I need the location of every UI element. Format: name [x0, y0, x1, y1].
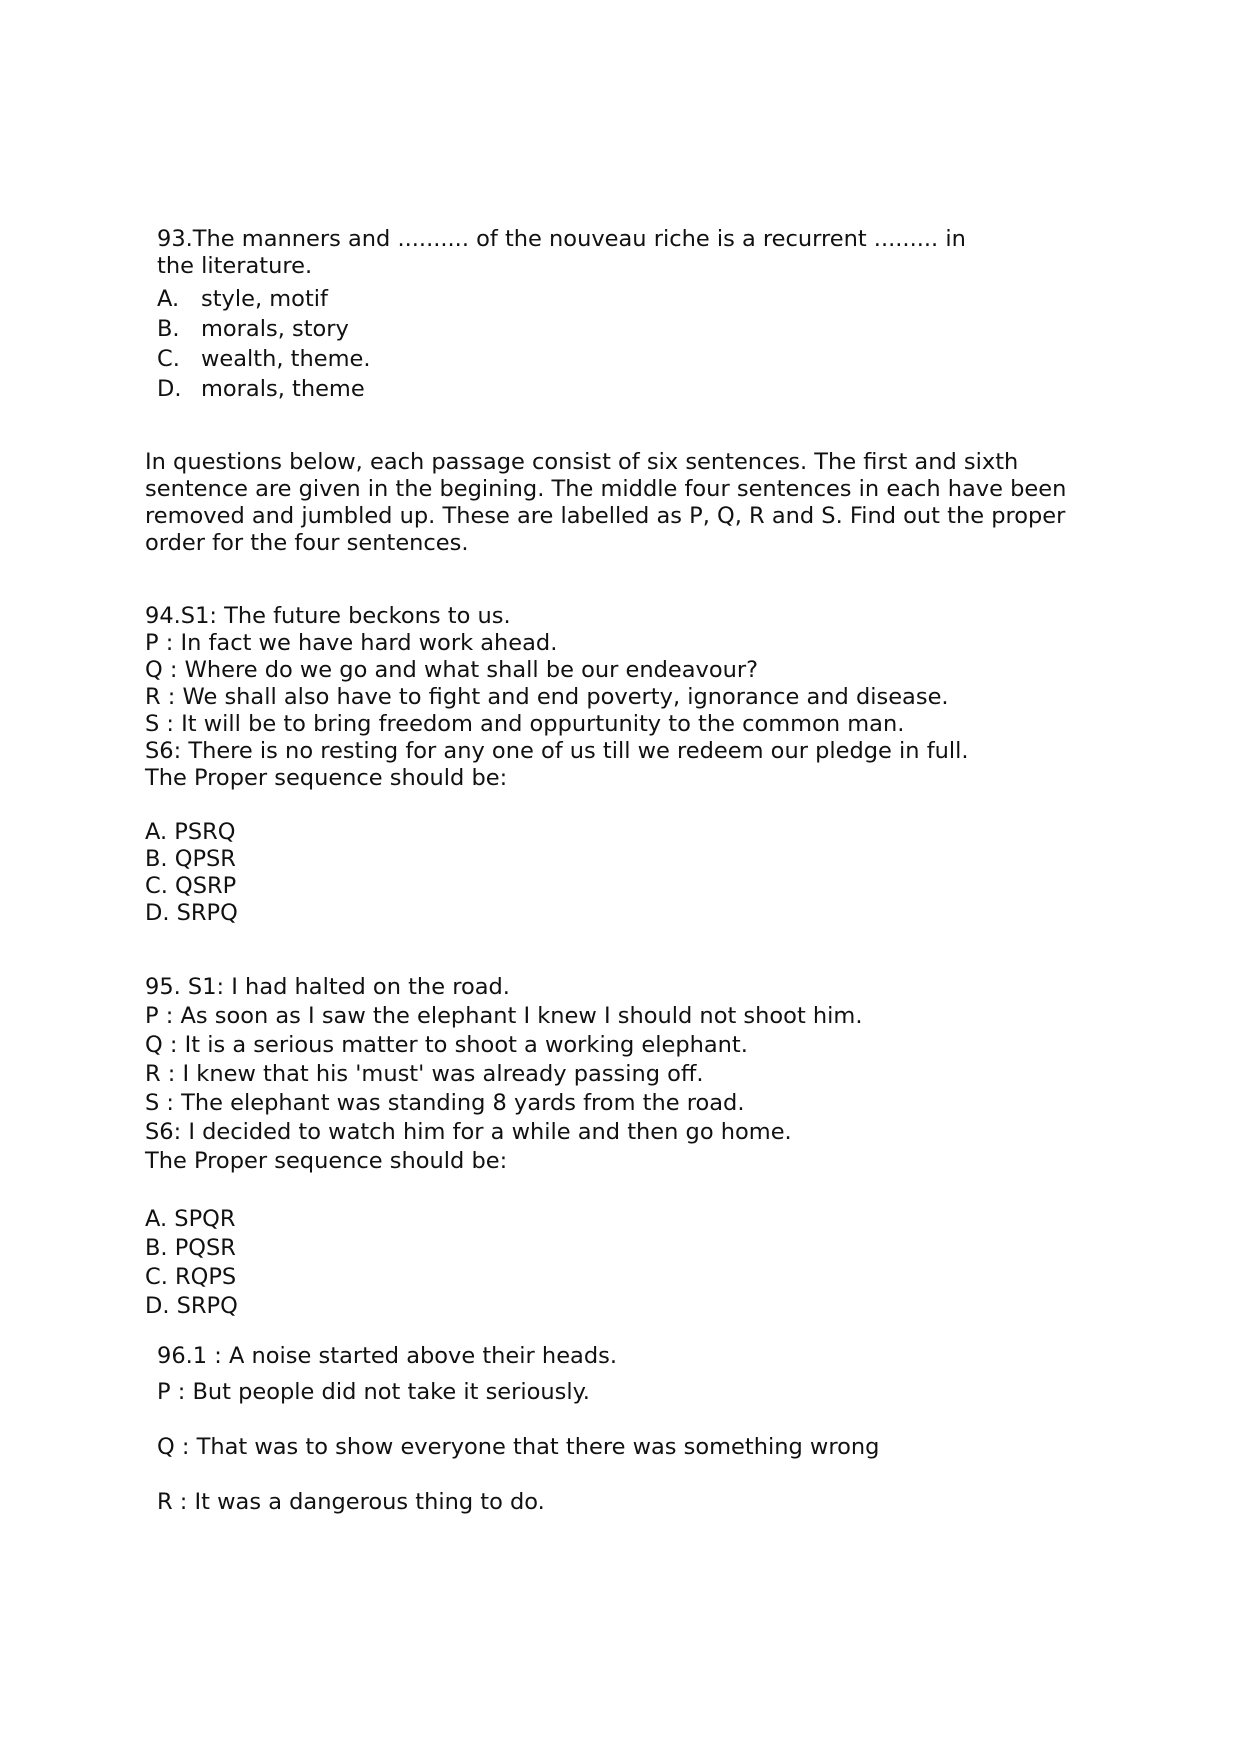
q93-option-d-letter: D. — [157, 376, 182, 402]
q93-option-b-letter: B. — [157, 316, 180, 342]
q95-option-d: D. SRPQ — [145, 1293, 238, 1319]
q93-option-b-text: morals, story — [201, 316, 349, 342]
q94-prompt: The Proper sequence should be: — [145, 765, 508, 791]
q94-option-d: D. SRPQ — [145, 900, 238, 926]
q95-q: Q : It is a serious matter to shoot a working elephant. — [145, 1032, 748, 1058]
q95-s: S : The elephant was standing 8 yards from the road. — [145, 1090, 745, 1116]
q94-s1: 94.S1: The future beckons to us. — [145, 603, 511, 629]
instructions-line3: removed and jumbled up. These are labelled as P, Q, R and S. Find out the proper — [145, 503, 1066, 529]
q94-p: P : In fact we have hard work ahead. — [145, 630, 558, 656]
q95-p: P : As soon as I saw the elephant I knew I should not shoot him. — [145, 1003, 863, 1029]
instructions-line2: sentence are given in the begining. The middle four sentences in each have been — [145, 476, 1067, 502]
instructions-line4: order for the four sentences. — [145, 530, 469, 556]
q93-option-c-text: wealth, theme. — [201, 346, 371, 372]
q95-s6: S6: I decided to watch him for a while and then go home. — [145, 1119, 792, 1145]
q94-option-b: B. QPSR — [145, 846, 236, 872]
q94-s6: S6: There is no resting for any one of us till we redeem our pledge in full. — [145, 738, 969, 764]
q96-p: P : But people did not take it seriously. — [157, 1379, 590, 1405]
q93-option-c-letter: C. — [157, 346, 180, 372]
q94-option-a: A. PSRQ — [145, 819, 236, 845]
q95-option-b: B. PQSR — [145, 1235, 236, 1261]
q95-s1: 95. S1: I had halted on the road. — [145, 974, 510, 1000]
q94-s: S : It will be to bring freedom and oppurtunity to the common man. — [145, 711, 905, 737]
q94-option-c: C. QSRP — [145, 873, 237, 899]
q95-option-c: C. RQPS — [145, 1264, 237, 1290]
q93-stem-line1: 93.The manners and .......... of the nouveau riche is a recurrent ......... in — [157, 226, 966, 252]
q95-r: R : I knew that his 'must' was already passing off. — [145, 1061, 704, 1087]
q96-s1: 96.1 : A noise started above their heads. — [157, 1343, 617, 1369]
q93-option-d-text: morals, theme — [201, 376, 365, 402]
q95-option-a: A. SPQR — [145, 1206, 236, 1232]
q94-q: Q : Where do we go and what shall be our endeavour? — [145, 657, 759, 683]
q93-option-a-letter: A. — [157, 286, 180, 312]
instructions-line1: In questions below, each passage consist of six sentences. The first and sixth — [145, 449, 1019, 475]
q93-stem-line2: the literature. — [157, 253, 313, 279]
q93-option-a-text: style, motif — [201, 286, 328, 312]
q95-prompt: The Proper sequence should be: — [145, 1148, 508, 1174]
q94-r: R : We shall also have to fight and end poverty, ignorance and disease. — [145, 684, 949, 710]
q96-q: Q : That was to show everyone that there was something wrong — [157, 1434, 880, 1460]
q96-r: R : It was a dangerous thing to do. — [157, 1489, 545, 1515]
